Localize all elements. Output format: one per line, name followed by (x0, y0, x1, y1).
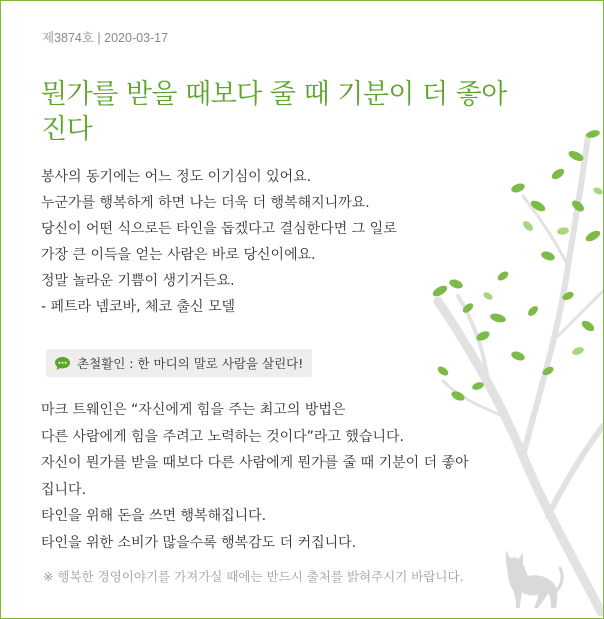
quote-line: 누군가를 행복하게 하면 나는 더욱 더 행복해지니까요. (41, 195, 370, 211)
body-line: 자신이 뭔가를 받을 때보다 다른 사람에게 뭔가를 줄 때 기분이 더 좋아 (41, 455, 469, 471)
body-line: 집니다. (41, 481, 87, 498)
quote-line: 당신이 어떤 식으로든 타인을 돕겠다고 결심한다면 그 일로 (41, 221, 397, 237)
quote-author: - 페트라 넴코바, 체코 출신 모델 (41, 299, 236, 315)
category-tag-label: 촌철활인 : 한 마디의 말로 사람을 살린다! (77, 356, 304, 371)
cat-silhouette (496, 546, 566, 611)
quote-block (41, 164, 461, 320)
quote-line: 봉사의 동기에는 어느 정도 이기심이 있어요. (41, 169, 312, 185)
body-line: 타인을 위해 돈을 쓰면 행복해집니다. (41, 508, 267, 524)
body-line: 마크 트웨인은 “자신에게 힘을 주는 최고의 방법은 (41, 402, 346, 418)
issue-meta: 제3874호 | 2020-03-17 (42, 31, 169, 45)
quote-line: 가장 큰 이득을 얻는 사람은 바로 당신이에요. (41, 247, 316, 263)
body-line: 다른 사람에게 힘을 주려고 노력하는 것이다”라고 했습니다. (41, 428, 404, 445)
tree-illustration (428, 96, 603, 616)
copyright-notice: ※ 행복한 경영이야기를 가져가실 때에는 반드시 출처를 밝혀주시기 바랍니다. (43, 569, 464, 584)
quote-line: 정말 놀라운 기쁨이 생기거든요. (41, 273, 235, 289)
category-tag (46, 349, 312, 377)
speech-bubble-icon (54, 356, 71, 371)
page-title: 뭔가를 받을 때보다 줄 때 기분이 더 좋아진다 (41, 79, 507, 145)
body-line: 타인을 위한 소비가 많을수록 행복감도 더 커집니다. (41, 534, 357, 551)
